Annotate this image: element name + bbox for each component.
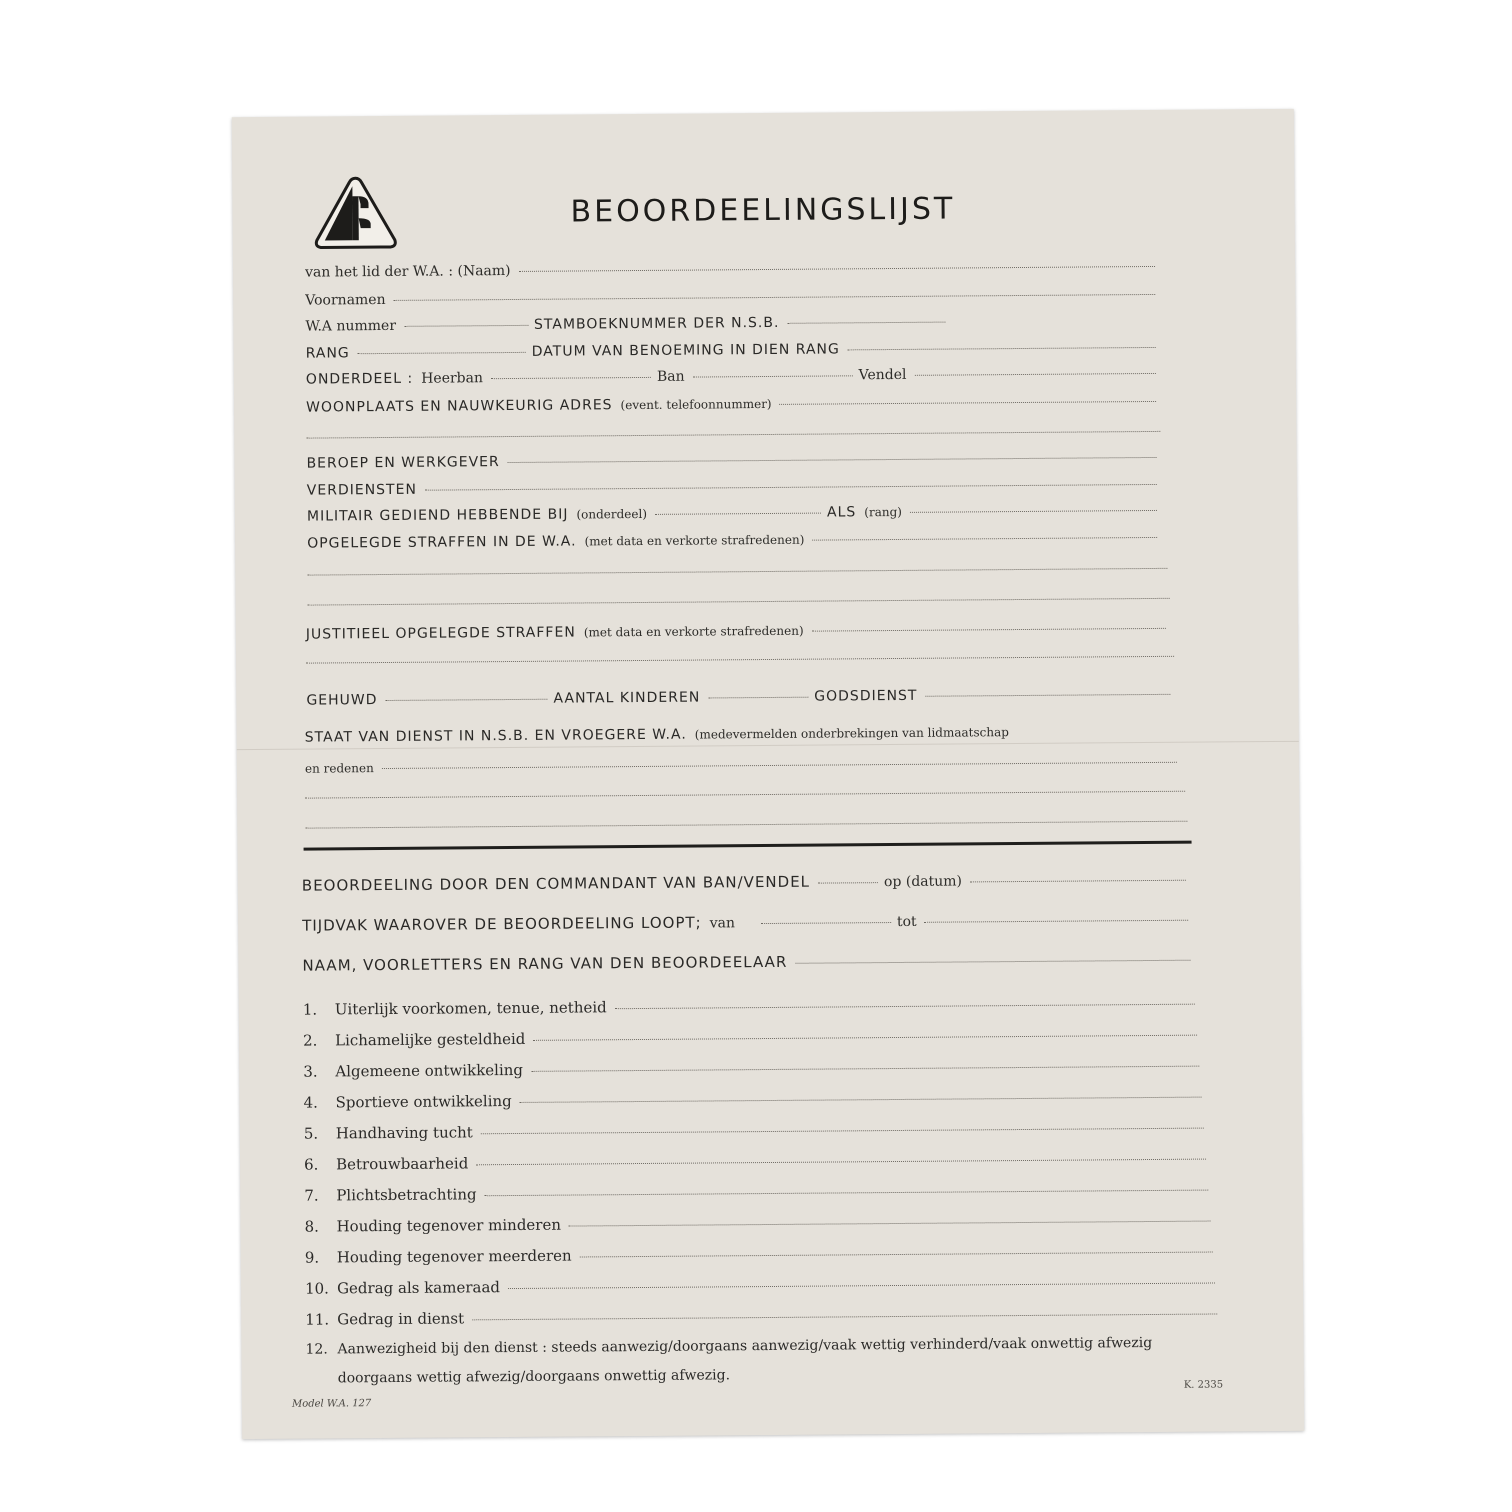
field-beroep xyxy=(306,449,1162,472)
note-telefoonnummer: (event. telefoonnummer) xyxy=(620,396,772,413)
input-line-aantal-kinderen[interactable] xyxy=(708,696,808,699)
input-line-item-5[interactable] xyxy=(481,1127,1204,1135)
label-beroep: BEROEP EN WERKGEVER xyxy=(306,454,500,472)
note-onderdeel: (onderdeel) xyxy=(576,506,648,522)
field-beoordeeling xyxy=(302,870,1192,895)
item-number: 8. xyxy=(304,1217,319,1236)
field-straffen-justitieel xyxy=(306,620,1172,643)
item-label: Gedrag als kameraad xyxy=(336,1278,501,1298)
input-line-ban-vendel[interactable] xyxy=(818,881,878,883)
item-label: Plichtsbetrachting xyxy=(336,1185,477,1205)
label-ban: Ban xyxy=(656,368,685,385)
input-line-rang[interactable] xyxy=(358,351,526,354)
item-number: 1. xyxy=(302,1000,318,1019)
label-staat-van-dienst: STAAT VAN DIENST IN N.S.B. EN VROEGERE W.A. xyxy=(304,726,687,746)
field-woonplaats xyxy=(306,393,1162,416)
item-label: Lichamelijke gesteldheid xyxy=(335,1029,526,1050)
item-label: Houding tegenover minderen xyxy=(336,1215,562,1236)
wolfsangel-emblem-icon xyxy=(312,174,399,253)
input-line-straffen-wa[interactable] xyxy=(812,536,1157,541)
input-line-van[interactable] xyxy=(761,921,891,924)
form-title: BEOORDEELINGSLIJST xyxy=(570,191,956,230)
field-rang xyxy=(306,339,1162,362)
field-gehuwd xyxy=(306,686,1176,709)
assessment-item-12 xyxy=(305,1334,1225,1357)
input-line-item-9[interactable] xyxy=(580,1251,1213,1258)
field-militair xyxy=(307,502,1163,525)
item-label: Sportieve ontwikkeling xyxy=(335,1092,512,1112)
item-number: 11. xyxy=(305,1310,330,1329)
note-staat-van-dienst: (medevermelden onderbrekingen van lidmaatschap xyxy=(694,725,1009,742)
input-line-stamboeknummer[interactable] xyxy=(787,321,945,324)
assessment-item-5 xyxy=(304,1118,1210,1143)
label-woonplaats: WOONPLAATS EN NAUWKEURIG ADRES xyxy=(306,397,613,416)
input-line-gehuwd[interactable] xyxy=(385,698,547,701)
input-line-redenen[interactable] xyxy=(382,761,1177,769)
section-divider xyxy=(304,841,1192,851)
label-stamboeknummer: STAMBOEKNUMMER DER N.S.B. xyxy=(533,314,780,333)
input-line-woonplaats[interactable] xyxy=(780,400,1157,405)
item-number: 9. xyxy=(304,1248,320,1267)
assessment-item-8 xyxy=(304,1210,1216,1235)
input-line-naam[interactable] xyxy=(519,265,1155,272)
input-line-straffen-wa-2[interactable] xyxy=(307,567,1167,576)
input-line-item-8[interactable] xyxy=(569,1220,1211,1227)
assessment-item-2 xyxy=(303,1025,1203,1050)
input-line-beroep[interactable] xyxy=(508,456,1157,463)
note-straffen-wa: (met data en verkorte strafredenen) xyxy=(584,532,805,549)
input-line-op-datum[interactable] xyxy=(970,879,1186,883)
item-number: 2. xyxy=(303,1031,318,1050)
assessment-item-10 xyxy=(305,1272,1221,1297)
assessment-item-1 xyxy=(303,994,1201,1019)
input-line-straffen-justitieel-2[interactable] xyxy=(306,655,1174,664)
item-label: Aanwezigheid bij den dienst : steeds aanwezig/doorgaans aanwezig/vaak wettig verhinderd/vaak onwettig afwezig xyxy=(337,1335,1153,1358)
field-verdiensten xyxy=(307,476,1163,499)
field-wa-nummer xyxy=(305,312,1161,335)
item-number: 7. xyxy=(304,1186,319,1205)
assessment-item-4 xyxy=(303,1087,1207,1112)
input-line-item-10[interactable] xyxy=(508,1282,1215,1290)
label-als: ALS xyxy=(826,504,857,521)
label-verdiensten: VERDIENSTEN xyxy=(306,481,417,499)
input-line-straffen-justitieel[interactable] xyxy=(812,627,1166,632)
field-beoordeelaar xyxy=(302,950,1196,975)
field-staat-van-dienst xyxy=(305,723,1181,746)
item-number: 10. xyxy=(304,1279,329,1298)
assessment-item-6 xyxy=(304,1149,1212,1174)
label-naam: van het lid der W.A. : (Naam) xyxy=(304,263,511,281)
label-godsdienst: GODSDIENST xyxy=(814,687,918,705)
form-sheet xyxy=(232,109,1304,1439)
input-line-verdiensten[interactable] xyxy=(425,483,1157,491)
label-straffen-wa: OPGELEGDE STRAFFEN IN DE W.A. xyxy=(307,533,577,552)
field-voornamen xyxy=(305,286,1161,309)
assessment-item-12-continued xyxy=(338,1367,730,1386)
label-beoordeeling: BEOORDEELING DOOR DEN COMMANDANT VAN BAN/VENDEL xyxy=(301,872,811,895)
input-line-item-1[interactable] xyxy=(615,1003,1195,1010)
item-label: Handhaving tucht xyxy=(335,1123,473,1143)
input-line-item-4[interactable] xyxy=(520,1096,1202,1103)
item-label: Uiterlijk voorkomen, tenue, netheid xyxy=(334,998,607,1019)
input-line-item-3[interactable] xyxy=(531,1065,1199,1072)
note-straffen-justitieel: (met data en verkorte strafredenen) xyxy=(583,623,804,640)
input-line-straffen-wa-3[interactable] xyxy=(308,597,1170,606)
label-rang: RANG xyxy=(305,345,350,362)
label-gehuwd: GEHUWD xyxy=(306,692,378,709)
label-beoordeelaar: NAAM, VOORLETTERS EN RANG VAN DEN BEOORDEELAAR xyxy=(302,952,788,975)
input-line-ban[interactable] xyxy=(693,374,853,377)
input-line-item-6[interactable] xyxy=(476,1158,1206,1166)
label-wa-nummer: W.A nummer xyxy=(305,317,397,335)
input-line-heerban[interactable] xyxy=(491,376,651,379)
item-number: 3. xyxy=(303,1062,318,1081)
input-line-item-7[interactable] xyxy=(485,1189,1209,1197)
note-redenen: en redenen xyxy=(304,761,374,776)
label-heerban: Heerban xyxy=(421,370,484,387)
input-line-item-11[interactable] xyxy=(472,1312,1217,1320)
item-number: 6. xyxy=(303,1155,319,1174)
label-militair: MILITAIR GEDIEND HEBBENDE BIJ xyxy=(306,506,569,525)
input-line-datum-benoeming[interactable] xyxy=(848,346,1156,350)
item-label: Gedrag in dienst xyxy=(337,1309,465,1329)
item-number: 4. xyxy=(303,1093,318,1112)
input-line-wa-nummer[interactable] xyxy=(404,324,528,327)
input-line-voornamen[interactable] xyxy=(394,293,1156,301)
label-van: van xyxy=(709,915,736,932)
input-line-beoordeelaar[interactable] xyxy=(795,959,1190,964)
item-number: 12. xyxy=(305,1341,328,1358)
label-aantal-kinderen: AANTAL KINDEREN xyxy=(553,689,701,707)
field-onderdeel xyxy=(306,365,1162,388)
field-naam xyxy=(305,258,1161,281)
item-label: Algemeene ontwikkeling xyxy=(335,1060,524,1081)
item-label-continued: doorgaans wettig afwezig/doorgaans onwettig afwezig. xyxy=(337,1367,731,1387)
label-tot: tot xyxy=(896,913,917,930)
note-rang: (rang) xyxy=(864,504,902,520)
form-print-code: K. 2335 xyxy=(1183,1379,1224,1391)
item-label: Houding tegenover meerderen xyxy=(336,1246,572,1267)
input-line-vendel[interactable] xyxy=(914,372,1155,376)
label-onderdeel: ONDERDEEL : xyxy=(305,370,414,388)
input-line-woonplaats-2[interactable] xyxy=(306,430,1160,439)
input-line-redenen-3[interactable] xyxy=(305,820,1187,829)
label-datum-benoeming: DATUM VAN BENOEMING IN DIEN RANG xyxy=(531,341,840,360)
field-tijdvak xyxy=(302,910,1194,935)
assessment-item-3 xyxy=(303,1056,1205,1081)
field-redenen xyxy=(305,755,1183,776)
input-line-item-2[interactable] xyxy=(533,1034,1197,1041)
field-straffen-wa xyxy=(307,529,1163,552)
label-vendel: Vendel xyxy=(858,366,907,384)
input-line-redenen-2[interactable] xyxy=(305,790,1185,799)
label-tijdvak: TIJDVAK WAAROVER DE BEOORDEELING LOOPT; xyxy=(302,913,702,935)
form-model-number: Model W.A. 127 xyxy=(291,1398,372,1410)
label-voornamen: Voornamen xyxy=(305,291,386,309)
item-number: 5. xyxy=(303,1124,319,1143)
input-line-militair-rang[interactable] xyxy=(910,509,1157,513)
label-straffen-justitieel: JUSTITIEEL OPGELEGDE STRAFFEN xyxy=(305,624,576,643)
assessment-item-7 xyxy=(304,1180,1214,1205)
input-line-militair-onderdeel[interactable] xyxy=(655,512,821,515)
item-label: Betrouwbaarheid xyxy=(335,1154,469,1174)
label-op-datum: op (datum) xyxy=(883,873,963,891)
assessment-item-11 xyxy=(305,1303,1223,1328)
input-line-tot[interactable] xyxy=(925,919,1189,923)
assessment-item-9 xyxy=(305,1241,1219,1266)
input-line-godsdienst[interactable] xyxy=(925,693,1170,697)
